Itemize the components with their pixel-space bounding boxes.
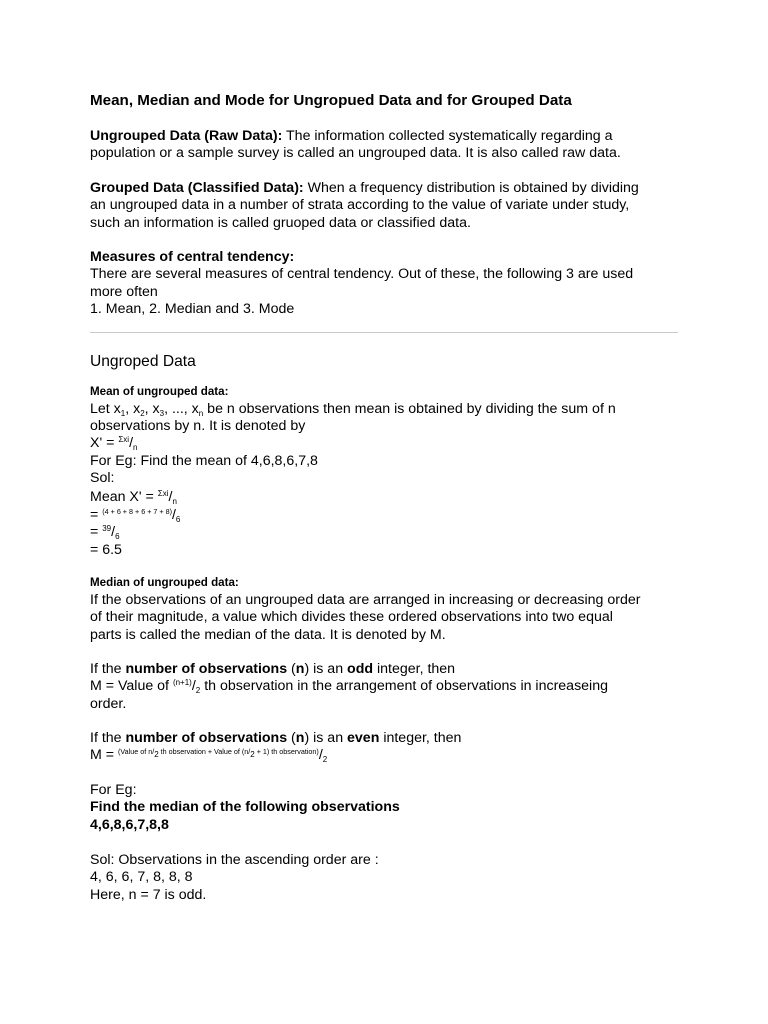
odd-rule-bold-observations: number of observations [125, 661, 288, 677]
mean-step-1-numerator: Σxi [157, 489, 169, 498]
section-divider [90, 332, 678, 333]
median-definition-text-1: If the observations of an ungrouped data are arranged in increasing or decreasing order [90, 592, 641, 608]
separator-text: , x [144, 401, 160, 417]
central-tendency-text-1: There are several measures of central tendency. Out of these, the following 3 are used [90, 266, 634, 283]
odd-formula-lhs: M = Value of [90, 678, 173, 695]
even-formula-lhs: M = [90, 747, 118, 764]
central-tendency-text-2: more often [90, 283, 158, 300]
median-example-label: For Eg: [90, 782, 137, 798]
mean-formula-numerator: Σxi [118, 435, 130, 444]
mean-example [90, 453, 690, 488]
even-rule-bold-n: n [295, 730, 305, 746]
mean-definition [90, 401, 690, 436]
ungrouped-text-2: population or a sample survey is called an ungrouped data. It is also called raw data. [90, 145, 621, 162]
median-solution-text-2: 4, 6, 6, 7, 8, 8, 8 [90, 869, 193, 886]
mean-let-text: Let x [90, 401, 121, 417]
odd-rule-text: integer, then [373, 661, 456, 677]
even-rule-text: integer, then [379, 730, 462, 746]
even-formula-sub: 2 [250, 750, 255, 760]
median-example-data: 4,6,8,6,7,8,8 [90, 816, 169, 833]
even-formula-part: (Value of n/ [118, 747, 155, 757]
grouped-text-1: When a frequency distribution is obtained by dividing [303, 180, 639, 196]
median-definition [90, 592, 690, 644]
mean-example-text: For Eg: Find the mean of 4,6,8,6,7,8 [90, 453, 318, 469]
odd-formula-numerator: (n+1) [172, 678, 192, 688]
odd-rule-text: If the [90, 661, 126, 677]
ungrouped-text-1: The information collected systematically regarding a [282, 128, 613, 144]
odd-rule-text: ) is an [304, 661, 348, 677]
mean-step-1: Mean $X' = ^{\Sigma xi}/_n$ [90, 489, 177, 506]
even-formula-part: th observation + Value of (n/ [158, 747, 251, 757]
even-rule-text: ) is an [304, 730, 348, 746]
even-rule-text: ( [287, 730, 296, 746]
odd-formula-denominator: 2 [195, 686, 201, 696]
mean-step-1-denominator: n [172, 497, 177, 506]
mean-step-3: = $^{39}/_6$ [90, 524, 120, 541]
median-solution-text-3: Here, n = 7 is odd. [90, 886, 207, 903]
median-solution-text-1: Sol: Observations in the ascending order are : [90, 852, 379, 868]
median-even-rule: If the number of observations (n) is an even integer, then $M = ^{(Value of n/_2 th observation + Value of (n/_2 + 1) th observation)}/_2$ [90, 730, 462, 765]
ungrouped-term: Ungrouped Data (Raw Data): [90, 128, 283, 144]
median-example-task: Find the median of the following observations [90, 799, 400, 816]
odd-rule-bold-n: n [295, 661, 305, 677]
even-formula-numerator [118, 747, 319, 760]
odd-rule-bold-odd: odd [347, 661, 374, 677]
subscript-3: 3 [159, 409, 165, 418]
mean-step-3-lhs: = [90, 524, 103, 540]
median-definition-text-3: parts is called the median of the data. It is denoted by M. [90, 626, 446, 643]
grouped-text-2: an ungrouped data in a number of strata according to the value of variate under study, [90, 197, 630, 214]
odd-rule-text: ( [287, 661, 296, 677]
mean-formula: $X' = ^{\Sigma xi}/_n$ [90, 435, 138, 452]
odd-formula-text: th observation in the arrangement of observations in increaseing [200, 678, 608, 695]
median-solution [90, 852, 690, 904]
grouped-text-3: such an information is called gruoped data or classified data. [90, 214, 471, 231]
odd-formula-text-2: order. [90, 695, 127, 712]
mean-formula-lhs: X' = [90, 435, 119, 451]
central-tendency-heading: Measures of central tendency: [90, 249, 295, 265]
central-tendency-list: 1. Mean, 2. Median and 3. Mode [90, 301, 295, 318]
mean-heading: Mean of ungrouped data: [90, 385, 229, 398]
separator-text: , x [125, 401, 141, 417]
even-rule-text: If the [90, 730, 126, 746]
subscript-n: n [198, 409, 204, 418]
ellipsis-text: , ..., x [164, 401, 199, 417]
mean-formula-denominator: n [133, 443, 138, 452]
mean-step-1-lhs: Mean X' = [90, 489, 158, 505]
mean-step-2-numerator: (4 + 6 + 8 + 6 + 7 + 8) [102, 507, 172, 516]
mean-step-3-denominator: 6 [115, 532, 120, 541]
median-odd-rule: If the number of observations (n) is an odd integer, then M = Value of $^{(n+1)}/_2$ th observation in the arrangement of observations in increaseing order. [90, 661, 608, 712]
mean-step-2-lhs: = [90, 507, 103, 523]
subscript-1: 1 [120, 409, 126, 418]
even-rule-bold-even: even [347, 730, 380, 746]
mean-step-2-denominator: 6 [175, 515, 181, 524]
even-formula-part: + 1) th observation) [254, 747, 319, 757]
grouped-definition [90, 180, 690, 232]
mean-solution-label: Sol: [90, 470, 115, 487]
section-title: Ungroped Data [90, 353, 196, 370]
even-formula-sub: 2 [154, 750, 159, 760]
mean-definition-rest: be n observations then mean is obtained by dividing the sum of n [203, 401, 616, 417]
ungrouped-definition [90, 128, 690, 163]
median-heading: Median of ungrouped data: [90, 576, 239, 589]
mean-definition-text-2: observations by n. It is denoted by [90, 418, 306, 435]
subscript-2: 2 [140, 409, 145, 418]
page-title: Mean, Median and Mode for Ungropued Data and for Grouped Data [90, 92, 572, 109]
even-rule-bold-observations: number of observations [125, 730, 288, 746]
even-formula-denominator: 2 [322, 755, 328, 765]
grouped-term: Grouped Data (Classified Data): [90, 180, 304, 196]
mean-step-3-numerator: 39 [102, 524, 112, 533]
median-example [90, 782, 690, 834]
central-tendency-section [90, 249, 690, 319]
median-definition-text-2: of their magnitude, a value which divides these ordered observations into two equal [90, 609, 613, 626]
mean-step-2: = $^{(4 + 6 + 8 + 6 + 7 + 8)}/_6$ [90, 507, 181, 524]
mean-result: = 6.5 [90, 542, 122, 558]
